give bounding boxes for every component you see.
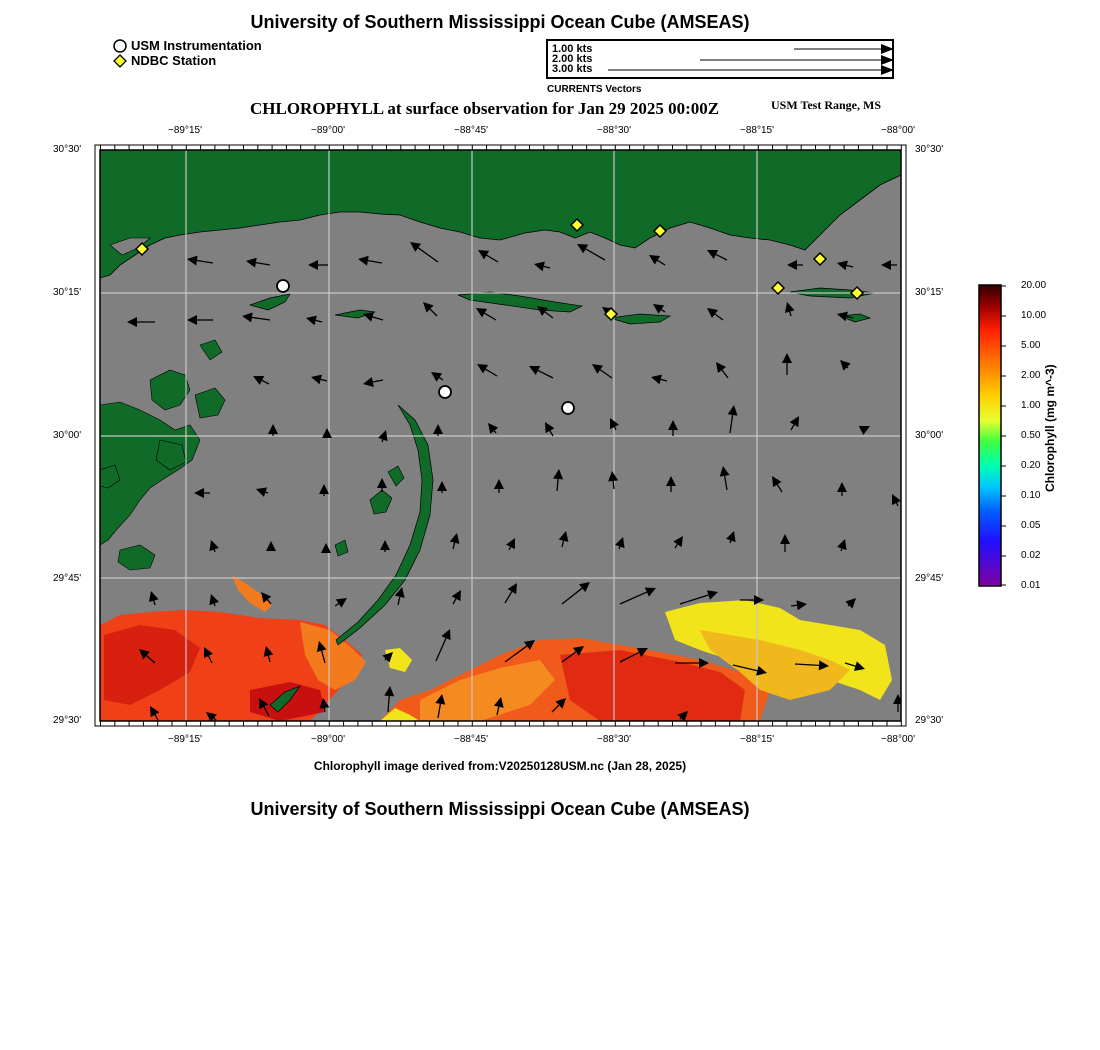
lon-label-top: −88°30' [597, 125, 631, 136]
footer-title: University of Southern Mississippi Ocean Cube (AMSEAS) [250, 799, 750, 819]
lon-label-top: −89°15' [168, 125, 202, 136]
colorbar-label: 1.00 [1021, 400, 1041, 411]
usm-station-marker[interactable] [562, 402, 574, 414]
map-canvas[interactable] [90, 140, 912, 732]
usm-station-marker[interactable] [439, 386, 451, 398]
colorbar-label: 10.00 [1021, 310, 1047, 321]
colorbar-label: 0.10 [1021, 490, 1041, 501]
lon-label-bottom: −88°00' [881, 734, 915, 745]
lon-label-bottom: −89°00' [311, 734, 345, 745]
lon-label-top: −88°15' [740, 125, 774, 136]
colorbar-title: Chlorophyll (mg m^-3) [1043, 364, 1057, 492]
lat-label-right: 29°30' [915, 715, 944, 726]
colorbar-gradient [979, 285, 1001, 586]
lon-label-top: −89°00' [311, 125, 345, 136]
usm-circle-icon [113, 39, 127, 53]
usm-station-marker[interactable] [277, 280, 289, 292]
lon-label-bottom: −88°45' [454, 734, 488, 745]
page-title: University of Southern Mississippi Ocean Cube (AMSEAS) [250, 12, 750, 32]
key-arrow-1 [881, 44, 892, 54]
lon-label-bottom: −89°15' [168, 734, 202, 745]
vector-key-label-2: 2.00 kts [552, 53, 593, 65]
legend-ndbc [113, 53, 216, 68]
lat-label-left: 29°45' [53, 573, 82, 584]
lat-label-left: 30°00' [53, 430, 82, 441]
lon-label-bottom: −88°30' [597, 734, 631, 745]
colorbar-label: 0.50 [1021, 430, 1041, 441]
lat-label-right: 30°30' [915, 144, 944, 155]
colorbar-label: 0.01 [1021, 580, 1041, 591]
key-arrow-3 [881, 65, 892, 75]
lon-label-top: −88°45' [454, 125, 488, 136]
key-arrow-2 [881, 55, 892, 65]
lat-label-left: 30°15' [53, 287, 82, 298]
colorbar-label: 20.00 [1021, 280, 1047, 291]
range-label: USM Test Range, MS [771, 98, 882, 112]
vector-key-arrows [548, 41, 892, 77]
colorbar-label: 5.00 [1021, 340, 1041, 351]
source-note: Chlorophyll image derived from:V20250128USM.nc (Jan 28, 2025) [313, 759, 687, 773]
vector-key-label-1: 1.00 kts [552, 43, 593, 55]
lon-label-bottom: −88°15' [740, 734, 774, 745]
colorbar-label: 0.05 [1021, 520, 1041, 531]
colorbar-label: 0.20 [1021, 460, 1041, 471]
map-subtitle: CHLOROPHYLL at surface observation for Jan 29 2025 00:00Z [250, 99, 720, 118]
lon-label-top: −88°00' [881, 125, 915, 136]
lat-label-right: 30°15' [915, 287, 944, 298]
colorbar [975, 283, 1015, 589]
legend-usm-label: USM Instrumentation [131, 38, 262, 53]
vector-key-box [546, 39, 894, 79]
legend-usm [113, 38, 262, 53]
lat-label-left: 29°30' [53, 715, 82, 726]
vector-key-label-3: 3.00 kts [552, 63, 593, 75]
lat-label-right: 29°45' [915, 573, 944, 584]
colorbar-label: 0.02 [1021, 550, 1041, 561]
lat-label-right: 30°00' [915, 430, 944, 441]
lat-label-left: 30°30' [53, 144, 82, 155]
colorbar-label: 2.00 [1021, 370, 1041, 381]
ndbc-diamond-icon [113, 54, 127, 68]
vector-key-caption: CURRENTS Vectors [547, 84, 642, 95]
legend-ndbc-label: NDBC Station [131, 53, 217, 68]
